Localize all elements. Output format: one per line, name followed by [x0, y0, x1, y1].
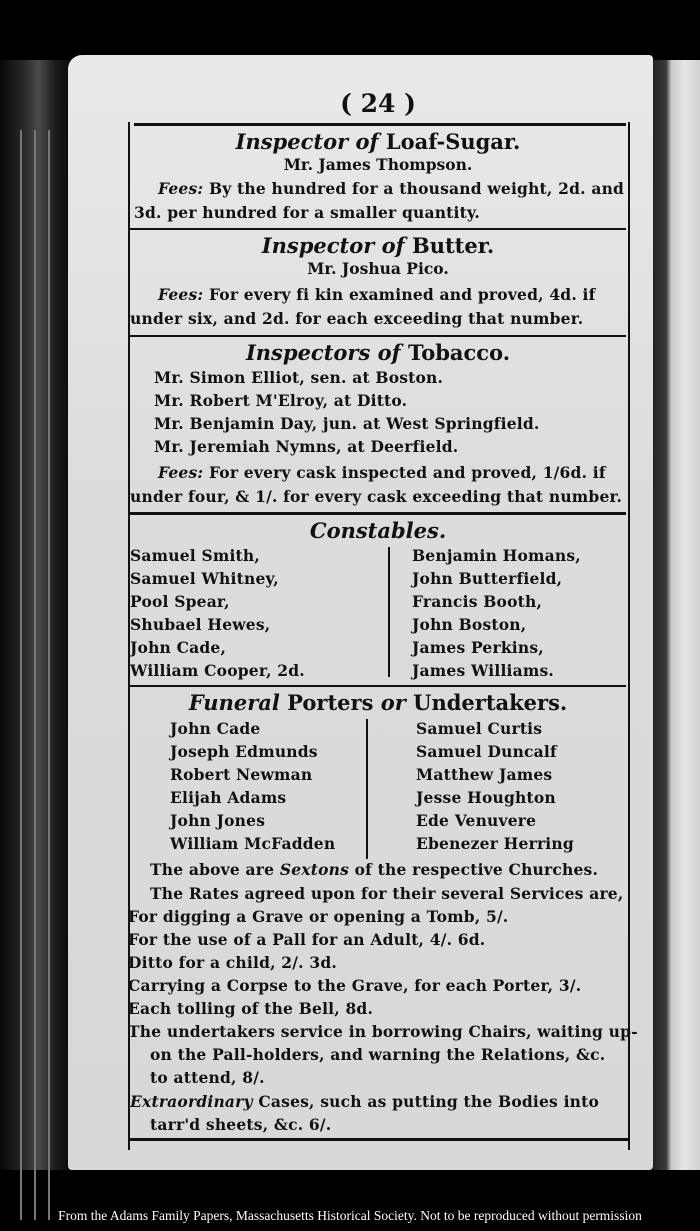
page-number: ( 24 )	[340, 89, 416, 118]
constable-name: Shubael Hewes,	[130, 615, 271, 634]
loaf-sugar-heading	[130, 129, 626, 154]
book-spine	[0, 60, 70, 1170]
heading-text: Butter.	[411, 233, 495, 258]
sextons-note	[150, 860, 598, 879]
constable-name: Francis Booth,	[412, 592, 543, 611]
note-italic: Sextons	[279, 860, 350, 879]
butter-fees-line1	[158, 285, 596, 304]
porter-name: Joseph Edmunds	[170, 742, 318, 761]
porter-name: Samuel Curtis	[416, 719, 543, 738]
fees-label: Fees:	[158, 179, 204, 198]
porter-name: Samuel Duncalf	[416, 742, 557, 761]
porter-name: John Jones	[170, 811, 266, 830]
tobacco-inspector: Mr. Jeremiah Nymns, at Deerfield.	[154, 437, 459, 456]
fees-label: Fees:	[158, 463, 204, 482]
porter-name: Ebenezer Herring	[416, 834, 574, 853]
note-text: of the respective Churches.	[354, 860, 599, 879]
porter-name: Robert Newman	[170, 765, 313, 784]
tobacco-heading	[130, 340, 626, 365]
heading-text: Loaf-Sugar.	[385, 129, 521, 154]
rate-line: Each tolling of the Bell, 8d.	[128, 999, 374, 1018]
porter-name: Elijah Adams	[170, 788, 287, 807]
porter-name: Matthew James	[416, 765, 553, 784]
constable-name: Samuel Smith,	[130, 546, 260, 565]
butter-heading	[130, 233, 626, 258]
copyright-footer: From the Adams Family Papers, Massachusetts Historical Society. Not to be reproduced without permission	[58, 1208, 642, 1223]
section-rule	[130, 335, 626, 337]
spine-edge-line	[48, 130, 50, 1220]
constables-heading: Constables.	[309, 518, 447, 543]
heading-italic: Inspector of	[261, 233, 405, 258]
constable-name: Samuel Whitney,	[130, 569, 279, 588]
fees-text: By the hundred for a thousand weight, 2d. and	[208, 179, 625, 198]
heading-italic: or	[380, 690, 406, 715]
loaf-sugar-fees-line1	[158, 179, 624, 198]
rate-line: on the Pall-holders, and warning the Relations, &c.	[150, 1045, 606, 1064]
porter-name: Jesse Houghton	[416, 788, 556, 807]
constable-name: James Perkins,	[412, 638, 544, 657]
section-rule	[130, 228, 626, 230]
porter-name: Ede Venuvere	[416, 811, 537, 830]
rate-line: For the use of a Pall for an Adult, 4/. 6d.	[128, 930, 486, 949]
heading-text: Undertakers.	[413, 690, 568, 715]
loaf-sugar-fees-line2: 3d. per hundred for a smaller quantity.	[134, 203, 481, 222]
tobacco-inspector: Mr. Benjamin Day, jun. at West Springfield.	[154, 414, 540, 433]
section-rule	[130, 512, 626, 515]
column-divider	[388, 547, 390, 677]
spine-edge-line	[20, 130, 22, 1220]
constable-name: John Boston,	[412, 615, 527, 634]
rates-intro: The Rates agreed upon for their several Services are,	[150, 884, 624, 903]
extraordinary-line2: tarr'd sheets, &c. 6/.	[150, 1115, 332, 1134]
tobacco-inspector: Mr. Robert M'Elroy, at Ditto.	[154, 391, 408, 410]
constable-name: Pool Spear,	[130, 592, 230, 611]
rate-line: Ditto for a child, 2/. 3d.	[128, 953, 337, 972]
bottom-rule	[128, 1138, 628, 1141]
porter-name: William McFadden	[170, 834, 336, 853]
top-rule	[134, 123, 626, 126]
note-text: The above are	[150, 860, 275, 879]
extra-italic: Extraordinary	[130, 1092, 253, 1111]
extraordinary-line1	[130, 1092, 599, 1111]
tobacco-fees-line1	[158, 463, 606, 482]
fees-label: Fees:	[158, 285, 204, 304]
porter-name: John Cade	[170, 719, 261, 738]
fees-text: For every cask inspected and proved, 1/6d. if	[208, 463, 606, 482]
heading-italic: Funeral	[188, 690, 280, 715]
rate-line: Carrying a Corpse to the Grave, for each Porter, 3/.	[128, 976, 582, 995]
constable-name: James Williams.	[412, 661, 555, 680]
heading-text: Porters	[287, 690, 374, 715]
butter-fees-line2: under six, and 2d. for each exceeding that number.	[130, 309, 584, 328]
fees-text: For every fi kin examined and proved, 4d. if	[208, 285, 596, 304]
butter-inspector: Mr. Joshua Pico.	[307, 259, 449, 278]
section-rule	[130, 685, 626, 687]
rate-line: The undertakers service in borrowing Chairs, waiting up-	[128, 1022, 638, 1041]
constable-name: John Cade,	[130, 638, 227, 657]
heading-italic: Inspectors of	[245, 340, 401, 365]
heading-text: Tobacco.	[407, 340, 511, 365]
tobacco-inspector: Mr. Simon Elliot, sen. at Boston.	[154, 368, 444, 387]
extra-text: Cases, such as putting the Bodies into	[258, 1092, 600, 1111]
rate-line: For digging a Grave or opening a Tomb, 5/.	[128, 907, 509, 926]
constable-name: Benjamin Homans,	[412, 546, 581, 565]
column-divider	[366, 719, 368, 859]
rate-line: to attend, 8/.	[150, 1068, 265, 1087]
constable-name: William Cooper, 2d.	[130, 661, 305, 680]
book-page	[68, 55, 653, 1170]
funeral-heading	[130, 690, 626, 715]
next-page-edge	[648, 60, 700, 1170]
loaf-sugar-inspector: Mr. James Thompson.	[283, 155, 473, 174]
constable-name: John Butterfield,	[412, 569, 563, 588]
heading-italic: Inspector of	[235, 129, 379, 154]
spine-edge-line	[34, 130, 36, 1220]
tobacco-fees-line2: under four, & 1/. for every cask exceeding that number.	[130, 487, 623, 506]
